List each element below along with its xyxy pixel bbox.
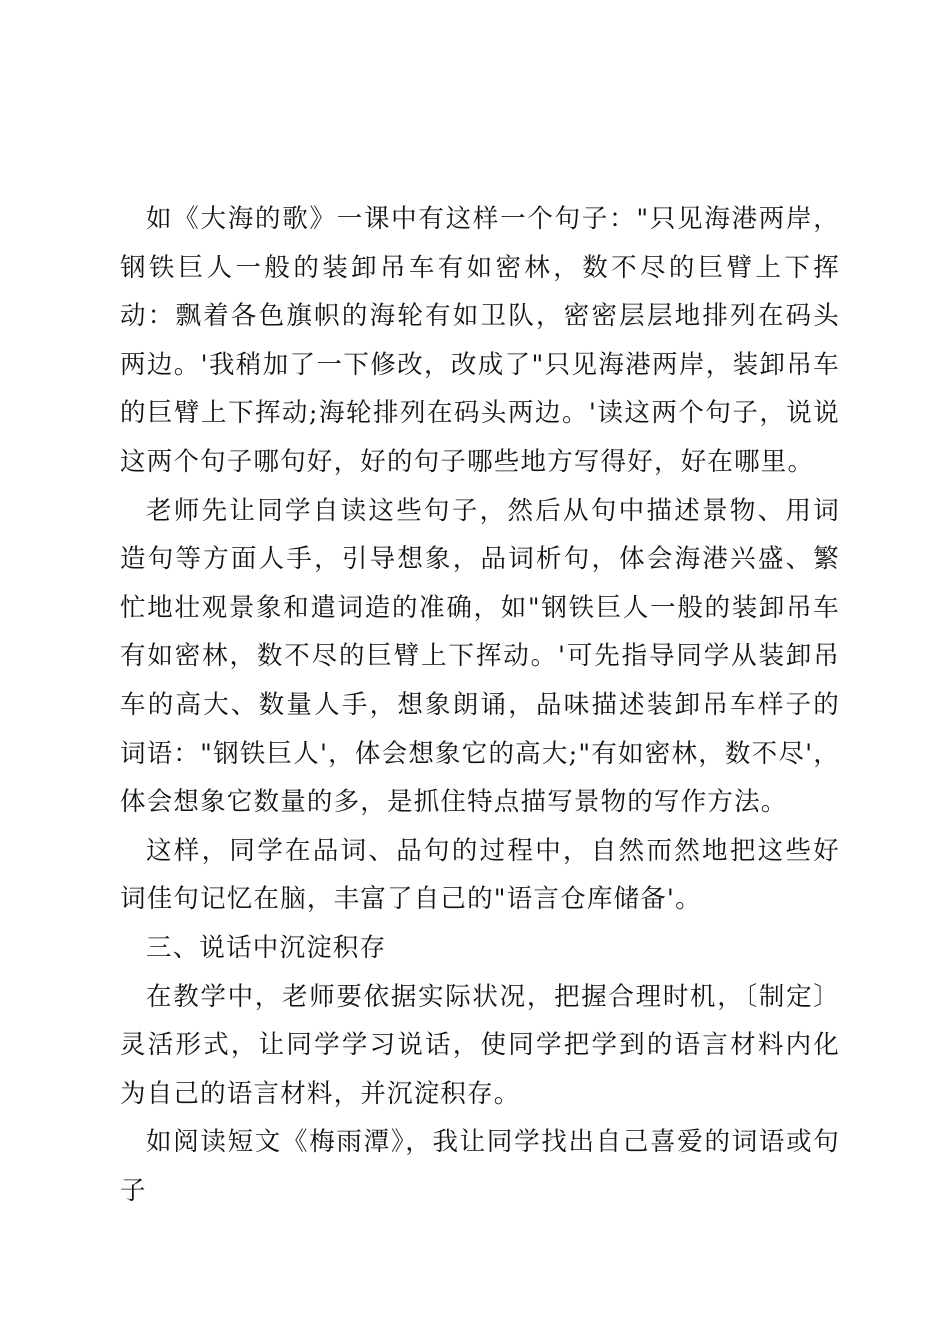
paragraph-2: 老师先让同学自读这些句子，然后从句中描述景物、用词造句等方面人手，引导想象，品词析句，体会海港兴盛、繁忙地壮观景象和遣词造的准确，如"钢铁巨人一般的装卸吊车有如密林，数不尽的巨臂上下挥动。'可先指导同学从装卸吊车的高大、数量人手，想象朗诵，品味描述装卸吊车样子的词语："钢铁巨人'，体会想象它的高大;"有如密林，数不尽'，体会想象它数量的多，是抓住特点描写景物的写作方法。 xyxy=(120,495,840,818)
paragraph-1: 如《大海的歌》一课中有这样一个句子："只见海港两岸，钢铁巨人一般的装卸吊车有如密林，数不尽的巨臂上下挥动：飘着各色旗帜的海轮有如卫队，密密层层地排列在码头两边。'我稍加了一下修改，改成了"只见海港两岸，装卸吊车的巨臂上下挥动;海轮排列在码头两边。'读这两个句子，说说这两个句子哪句好，好的句子哪些地方写得好，好在哪里。 xyxy=(120,204,840,477)
document-body xyxy=(120,195,840,1215)
paragraph-5: 如阅读短文《梅雨潭》，我让同学找出自己喜爱的词语或句子 xyxy=(120,1127,840,1206)
paragraph-4: 在教学中，老师要依据实际状况，把握合理时机，〔制定〕灵活形式，让同学学习说话，使同学把学到的语言材料内化为自己的语言材料，并沉淀积存。 xyxy=(120,981,840,1109)
paragraph-3: 这样，同学在品词、品句的过程中，自然而然地把这些好词佳句记忆在脑，丰富了自己的"语言仓库储备'。 xyxy=(120,835,840,915)
section-heading: 三、说话中沉淀积存 xyxy=(146,932,387,963)
